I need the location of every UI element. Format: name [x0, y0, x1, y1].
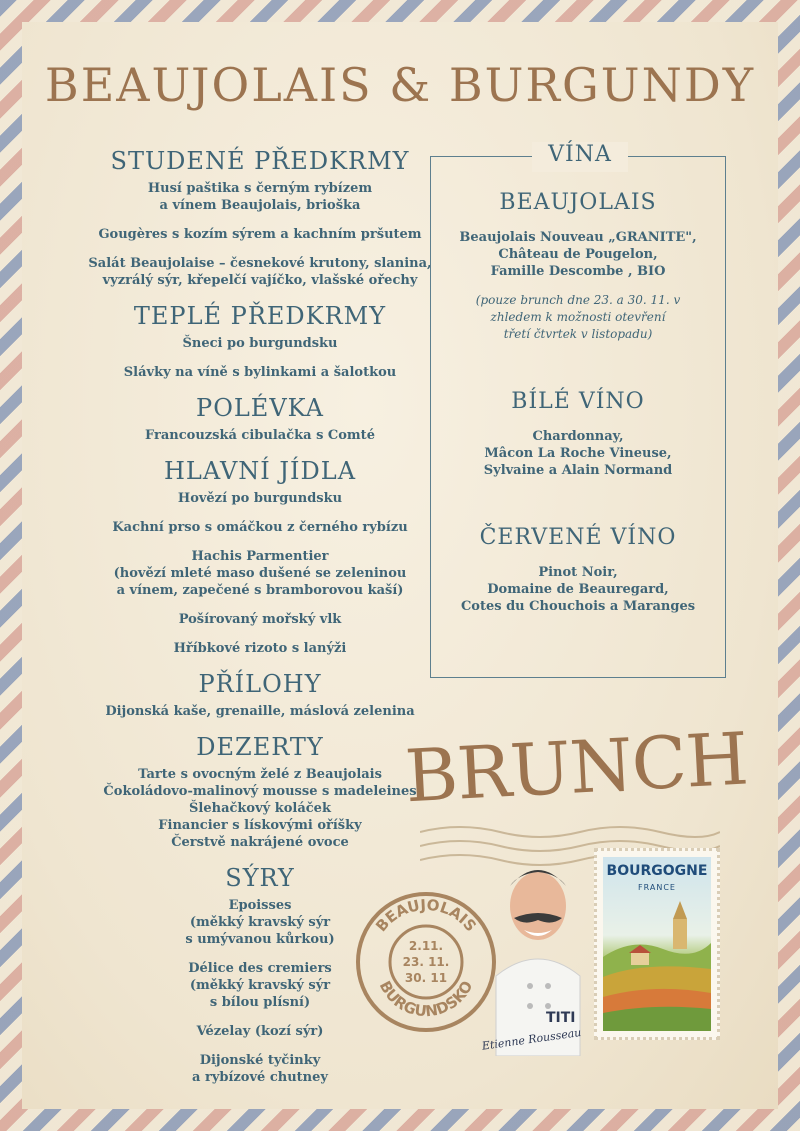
section-heading-main-courses: HLAVNÍ JÍDLA	[163, 457, 357, 485]
menu-item: Francouzská cibulačka s Comté	[145, 428, 375, 443]
menu-title: BEAUJOLAIS & BURGUNDY	[44, 58, 756, 112]
menu-item: Vézelay (kozí sýr)	[196, 1024, 324, 1039]
chef-tag: TITI	[546, 1010, 576, 1026]
menu-item: Epoisses (měkký kravský sýr s umývanou kůrkou)	[185, 898, 335, 947]
menu-item: Hachis Parmentier (hovězí mleté maso dušené se zeleninou a vínem, zapečené s bramborovou kaší)	[113, 549, 407, 598]
menu-item: Slávky na víně s bylinkami a šalotkou	[123, 365, 397, 380]
wine-item: Chardonnay, Mâcon La Roche Vineuse, Sylvaine a Alain Normand	[483, 429, 673, 478]
section-heading-cheeses: SÝRY	[225, 864, 295, 892]
wine-group-heading-beaujolais: BEAUJOLAIS	[499, 190, 657, 215]
stamp-subtitle: FRANCE	[638, 883, 676, 892]
section-heading-sides: PŘÍLOHY	[198, 670, 322, 698]
stamp-title: BOURGOGNE	[606, 863, 708, 879]
chef-illustration	[478, 846, 598, 1056]
wine-list	[432, 190, 724, 615]
menu-item: Dijonská kaše, grenaille, máslová zelenina	[105, 704, 415, 719]
menu-item: Kachní prso s omáčkou z černého rybízu	[112, 520, 408, 535]
menu-item: Délice des cremiers (měkký kravský sýr s bílou plísní)	[188, 961, 332, 1010]
section-heading-desserts: DEZERTY	[196, 733, 324, 761]
wine-item: Pinot Noir, Domaine de Beauregard, Cotes du Chouchois a Maranges	[460, 565, 696, 614]
svg-text:BEAUJOLAIS	[372, 896, 480, 935]
stamp-landscape	[603, 857, 711, 1031]
wine-group-heading-red: ČERVENÉ VÍNO	[479, 525, 677, 550]
wine-list-heading: VÍNA	[532, 142, 628, 172]
bourgogne-postage-stamp	[594, 848, 720, 1040]
wine-item: Beaujolais Nouveau „GRANITE", Château de Pougelon, Famille Descombe , BIO	[459, 230, 697, 279]
menu-item: Husí paštika s černým rybízem a vínem Beaujolais, brioška	[147, 181, 373, 213]
menu-item: Dijonské tyčinky a rybízové chutney	[192, 1053, 328, 1085]
menu-item: Salát Beaujolaise – česnekové krutony, slanina, vyzrálý sýr, křepelčí vajíčko, vlašské ořechy	[88, 256, 432, 288]
section-heading-cold-starters: STUDENÉ PŘEDKRMY	[110, 147, 410, 175]
menu-item: Gougères s kozím sýrem a kachním pršutem	[98, 227, 422, 242]
postmark-date: 30. 11	[404, 971, 448, 985]
menu-item: Pošírovaný mořský vlk	[178, 612, 342, 627]
chef-signature: Etienne Rousseau	[481, 1025, 583, 1053]
menu-item: Šneci po burgundsku	[182, 336, 338, 351]
section-heading-warm-starters: TEPLÉ PŘEDKRMY	[133, 302, 387, 330]
postmark-date: 2.11.	[408, 939, 444, 953]
menu-item: Hovězí po burgundsku	[177, 491, 343, 506]
section-heading-soup: POLÉVKA	[196, 394, 324, 422]
wine-group-heading-white: BÍLÉ VÍNO	[511, 389, 645, 414]
menu-item: Tarte s ovocným želé z Beaujolais Čokoládovo-malinový mousse s madeleines Šlehačkový koláček Financier s lískovými oříšky Čerstvě nakrájené ovoce	[103, 767, 417, 850]
postmark-date: 23. 11.	[402, 955, 450, 969]
postmark-top-label: BEAUJOLAIS	[372, 895, 480, 936]
menu-item: Hříbkové rizoto s lanýži	[173, 641, 347, 656]
wine-note: (pouze brunch dne 23. a 30. 11. v zhledem k možnosti otevření třetí čtvrtek v listopadu)	[475, 293, 681, 341]
postmark-bottom-label: BURGUNDSKO	[375, 977, 477, 1021]
brunch-title: BRUNCH	[403, 716, 750, 819]
vineyard-icon	[603, 857, 711, 1031]
